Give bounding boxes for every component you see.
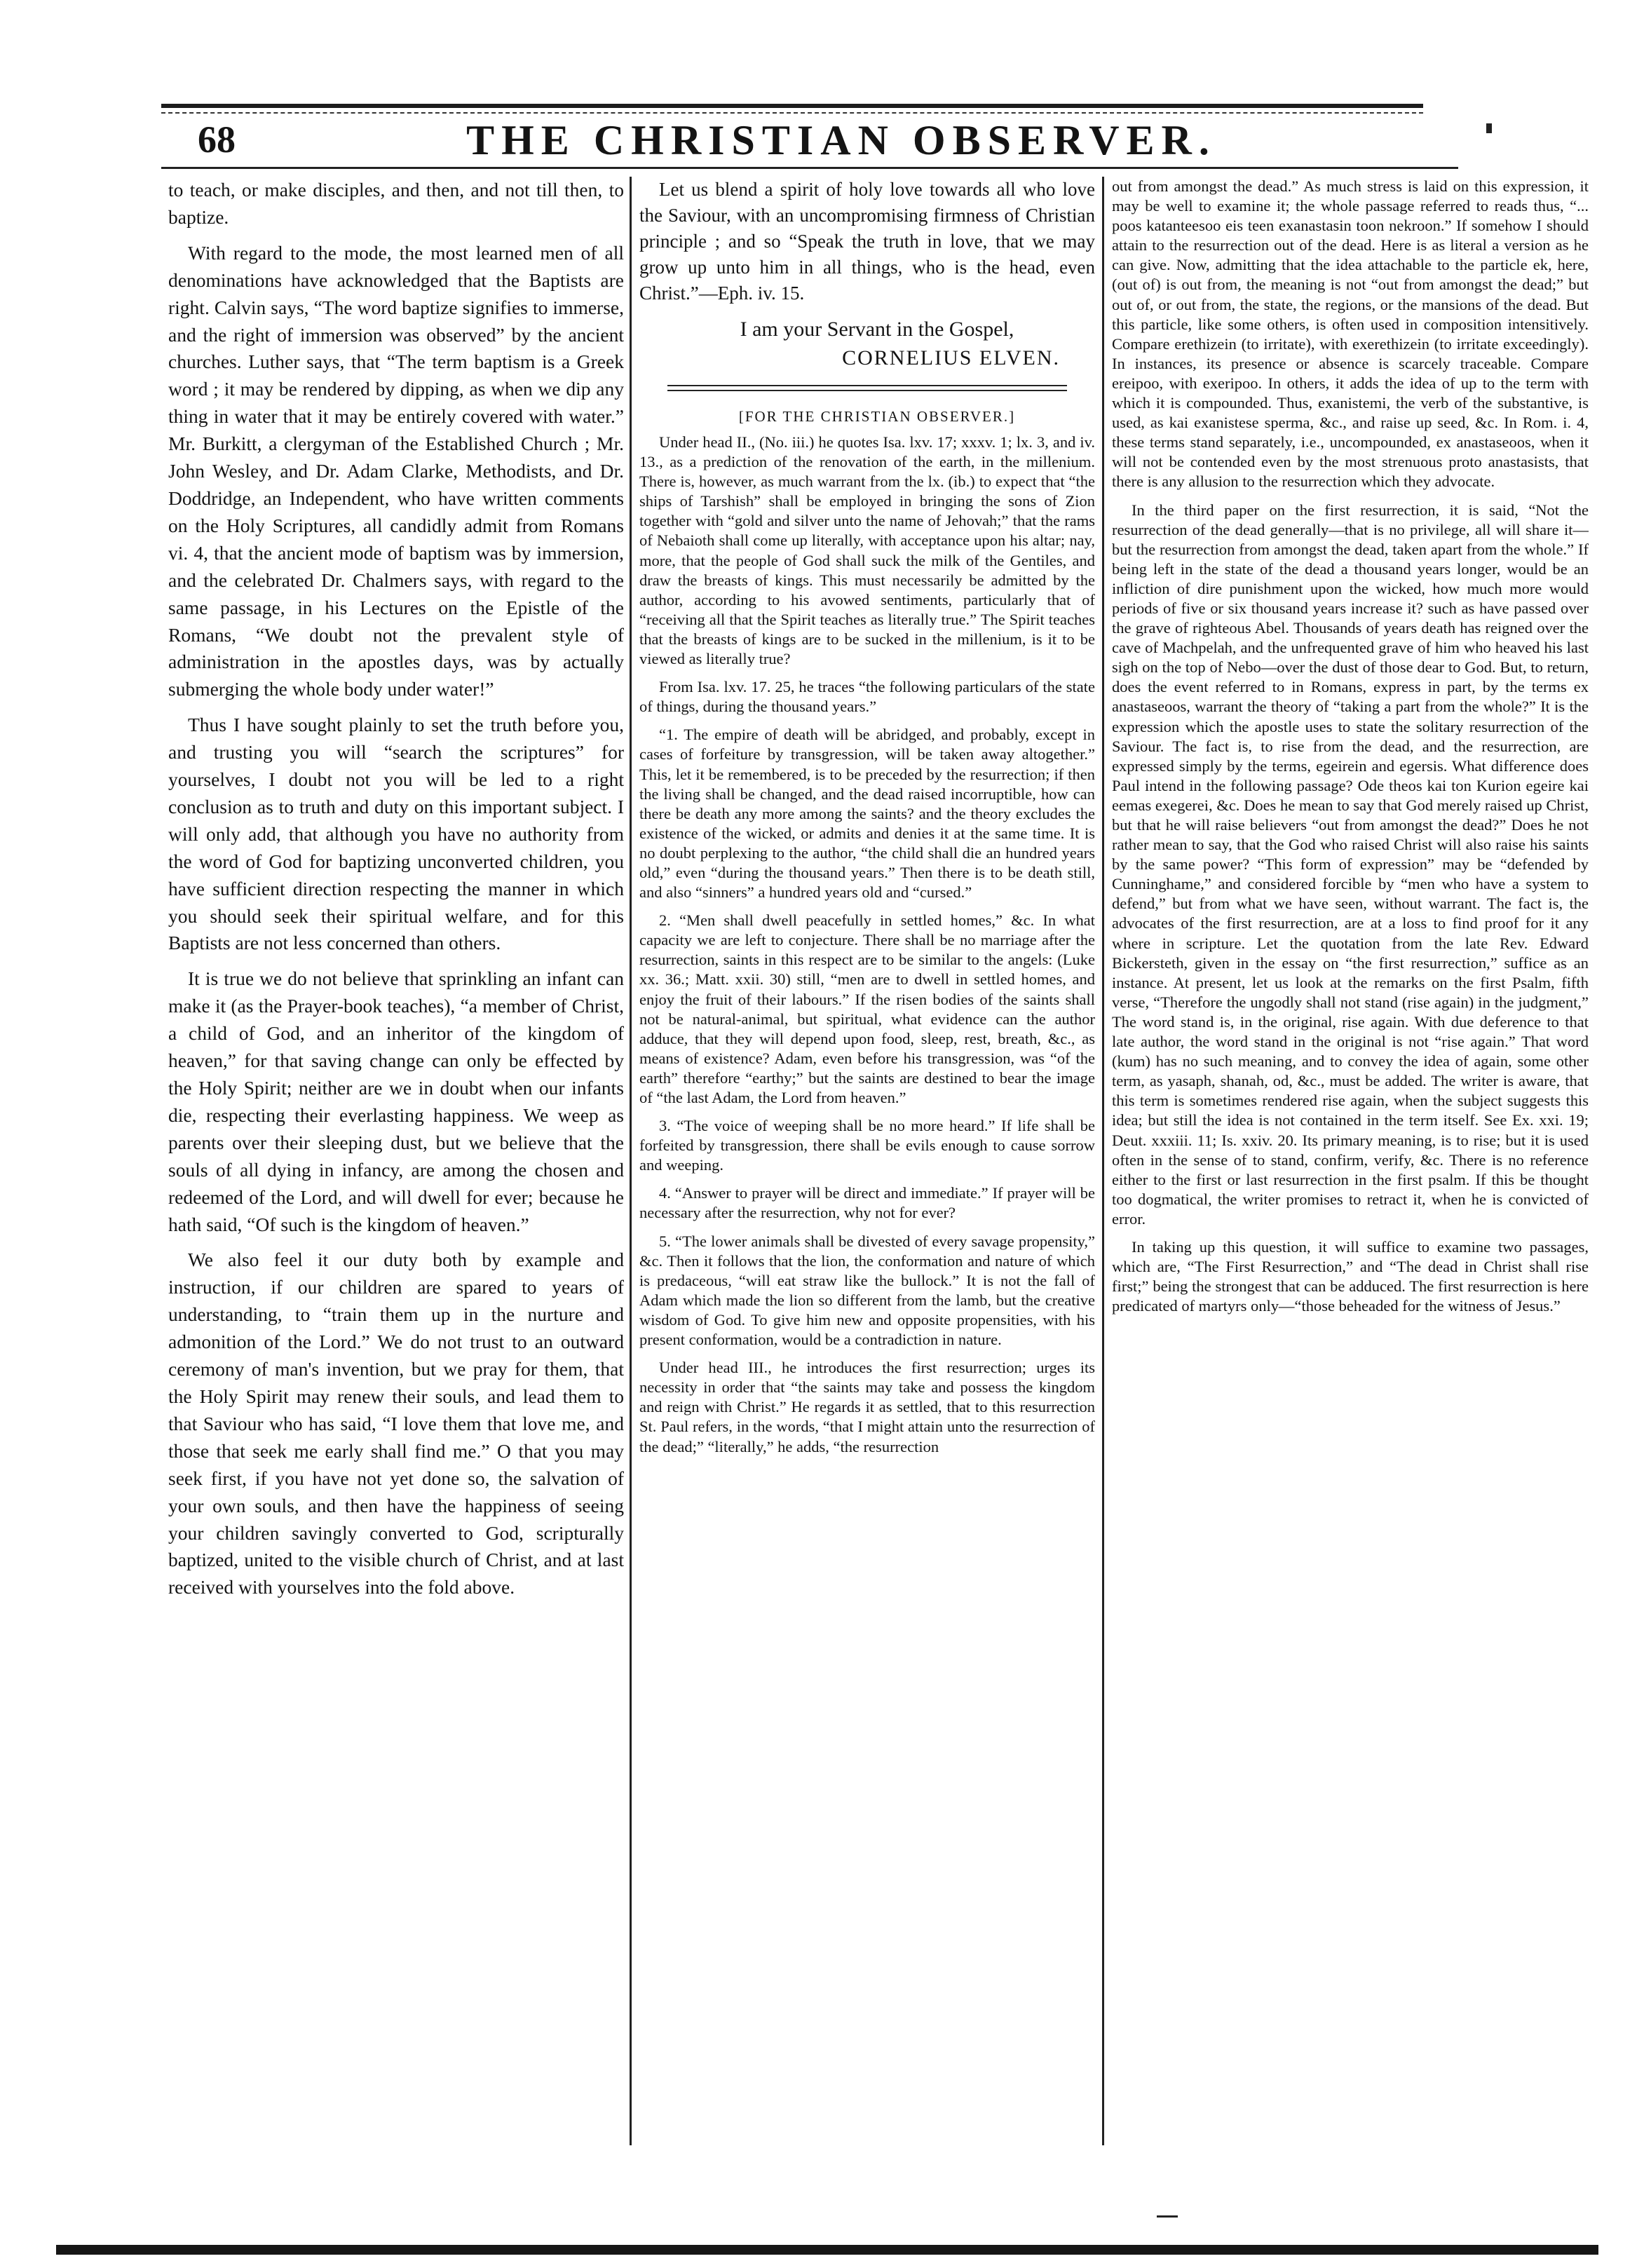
paragraph: Under head III., he introduces the first resurrection; urges its necessity in order that “the saints may take and possess the kingdom and reign with Christ.” He regards it as settled, that to this resurrection St. Paul refers, in the words, “that I might attain unto the resurrection of the dead;” “literally,” he adds, “the resurrection: [639, 1359, 1095, 1455]
column-1: [168, 177, 624, 2152]
column-rule: [630, 177, 632, 2145]
footer-mark: [1157, 2215, 1178, 2218]
top-rule: [161, 104, 1423, 108]
top-rule-dashed: [161, 112, 1423, 114]
page-number: 68: [198, 118, 236, 161]
paragraph: In the third paper on the first resurrection, it is said, “Not the resurrection of the dead generally—that is no privilege, all will share it—but the resurrection from amongst the dead, taken apart from the whole.” If being left in the state of the dead a thousand years longer, would be an infliction of dire punishment upon the wicked, how much more would periods of five or six thousand years increase it? such as have passed over the grave of righteous Abel. Thousands of years death has reigned over the cave of Machpelah, and the unfrequented grave of him who heaved his last sigh on the top of Nebo—over the dust of those dear to God. But, to return, does the event referred to in Romans, express in part, by the terms ex anastaseoos, warrant the theory of “taking a part from the whole?” It is the expression which the apostle uses to state the solitary resurrection of the Saviour. The fact is, to rise from the dead, and the resurrection, are expressed simply by the terms, egeirein and egersis. What difference does Paul intend in the following passage? Ode theos kai ton Kurion egeire kai eemas exegerei, &c. Does he mean to say that God merely raised up Christ, but that he will raise believers “out from amongst the dead?” Does he not rather mean to say, that the God who raised Christ will also raise his saints by the same power? “This form of expression” may be “defended by Cunninghame,” and considered forcible by “men who have a system to defend,” but from what we have seen, without warrant. The fact is, the advocates of the first resurrection, are at a loss to find proof for it any where in scripture. Let the quotation from the late Rev. Edward Bickersteth, given in the essay on “the first resurrection,” suffice as an instance. At present, let us look at the remarks on the first Psalm, fifth verse, “Therefore the ungodly shall not stand (rise again) in the judgment,” The word stand is, in the original, rise again. With due deference to that late author, the word stand in the original is not “rise again.” That word (kum) has no such meaning, and to convey the idea of again, some other term, as yasaph, shanah, od, &c., must be added. The writer is aware, that this term is sometimes rendered rise again, when the subject suggests this idea; but still the idea is not contained in the term itself. See Ex. xxi. 19; Deut. xxxiii. 11; Is. xxiv. 20. Its primary meaning, is to rise; but it is used often in the sense of to stand, confirm, verify, &c. There is no reference either to the first or last resurrection in the first psalm. If this be thought too dogmatical, the writer promises to retract it, when he is convicted of error.: [1112, 501, 1589, 1228]
paragraph: 2. “Men shall dwell peacefully in settled homes,” &c. In what capacity we are left to conjecture. There shall be no marriage after the resurrection, saints in this respect are to be similar to the angels: (Luke xx. 36.; Matt. xxii. 30) still, “men are to dwell in settled homes, and enjoy the fruit of their labours.” If the risen bodies of the saints shall not be natural-animal, but spiritual, what evidence can the author adduce, that they will depend upon food, sleep, rest, breath, &c., as means of existence? Adam, even before his transgression, was “of the earth” therefore “earthy;” but the saints are destined to bear the image of “the last Adam, the Lord from heaven.”: [639, 911, 1095, 1106]
section-separator: [667, 385, 1067, 391]
bottom-edge-bar: [56, 2245, 1598, 2255]
header-rule: [161, 167, 1458, 169]
letter-closing-paragraph: Let us blend a spirit of holy love towards all who love the Saviour, with an uncompromising firmness of Christian principle ; and so “Speak the truth in love, that we may grow up unto him in all things, who is the head, even Christ.”—Eph. iv. 15.: [639, 179, 1095, 304]
signoff: I am your Servant in the Gospel,: [740, 318, 1014, 341]
paragraph: In taking up this question, it will suffice to examine two passages, which are, “The First Resurrection,” and “The dead in Christ shall rise first;” being the strongest that can be adduced. The first resurrection is here predicated of martyrs only—“those beheaded for the witness of Jesus.”: [1112, 1237, 1589, 1315]
paragraph: to teach, or make disciples, and then, and not till then, to baptize.: [168, 179, 624, 228]
header-mark: [1486, 123, 1492, 133]
paragraph: From Isa. lxv. 17. 25, he traces “the following particulars of the state of things, during the thousand years.”: [639, 678, 1095, 716]
column-3: [1112, 177, 1589, 2152]
article-kicker: [FOR THE CHRISTIAN OBSERVER.]: [738, 408, 1016, 425]
column-rule: [1102, 177, 1104, 2145]
paragraph: out from amongst the dead.” As much stress is laid on this expression, it may be well to examine it; the whole passage referred to reads thus, “... poos katanteesoo eis teen exanastasin toon nekroon.” If somehow I should attain to the resurrection out of the dead. Here is as literal a version as he can give. Now, admitting that the idea attachable to the particle ek, here, (out of) is out from, the meaning is not “out from amongst the dead;” but out of, or out from, the state, the regions, or the mansions of the dead. But this particle, like some others, is often used in composition intensitively. Compare erethizein (to irritate), with exerethizein (to irritate exceedingly). In instances, its presence or absence is scarcely traceable. Compare ereipoo, with exeripoo. In others, it adds the idea of up to the term with which it is compounded. Thus, exanistemi, the verb of the substantive, is used, as kai exanistese sperma, &c., and raise up seed, &c. In Rom. i. 4, these terms stand separately, i.e., uncompounded, ex anastaseoos, when it will not be contended even by the most strenuous proto anastasists, that there is any allusion to the resurrection which they advocate.: [1112, 177, 1589, 491]
paragraph: 3. “The voice of weeping shall be no more heard.” If life shall be forfeited by transgression, there shall be evils enough to cause sorrow and weeping.: [639, 1117, 1095, 1174]
signature: CORNELIUS ELVEN.: [842, 346, 1060, 369]
paragraph: With regard to the mode, the most learned men of all denominations have acknowledged that the Baptists are right. Calvin says, “The word baptize signifies to immerse, and the right of immersion was observed” by the ancient churches. Luther says, that “The term baptism is a Greek word ; it may be rendered by dipping, as when we dip any thing in water that it may be entirely covered with water.” Mr. Burkitt, a clergyman of the Established Church ; Mr. John Wesley, and Dr. Adam Clarke, Methodists, and Dr. Doddridge, an Independent, who have written comments on the Holy Scriptures, all candidly admit from Romans vi. 4, that the ancient mode of baptism was by immersion, and the celebrated Dr. Chalmers says, with regard to the same passage, in his Lectures on the Epistle of the Romans, “We doubt not the prevalent style of administration in the apostles days, was by actually submerging the whole body under water!”: [168, 241, 624, 700]
paragraph: 4. “Answer to prayer will be direct and immediate.” If prayer will be necessary after the resurrection, why not for ever?: [639, 1184, 1095, 1222]
paragraph: We also feel it our duty both by example and instruction, if our children are spared to years of understanding, to “train them up in the nurture and admonition of the Lord.” We do not trust to an outward ceremony of man's invention, but we pray for them, that the Holy Spirit may renew their souls, and lead them to that Saviour who has said, “I love them that love me, and those that seek me early shall find me.” O that you may seek first, if you have not yet done so, the salvation of your own souls, and then have the happiness of seeing your children savingly converted to God, scripturally baptized, united to the visible church of Christ, and at last received with yourselves into the fold above.: [168, 1249, 624, 1598]
paragraph: It is true we do not believe that sprinkling an infant can make it (as the Prayer-book teaches), “a member of Christ, a child of God, and an inheritor of the kingdom of heaven,” for that saving change can only be effected by the Holy Spirit; neither are we in doubt when our infants die, respecting their everlasting happiness. We weep as parents over their sleeping dust, but we believe that the souls of all dying in infancy, are among the chosen and redeemed of the Lord, and will dwell for ever; because he hath said, “Of such is the kingdom of heaven.”: [168, 967, 624, 1235]
running-head: THE CHRISTIAN OBSERVER.: [466, 117, 1216, 163]
paragraph: Under head II., (No. iii.) he quotes Isa. lxv. 17; xxxv. 1; lx. 3, and iv. 13., as a prediction of the renovation of the earth, in the millenium. There is, however, as much warrant from the lx. (ib.) to expect that “the ships of Tarshish” shall be employed in bringing the sons of Zion together with “gold and silver unto the name of Jehovah;” that the rams of Nebaioth shall come up literally, with acceptance upon his altar; nay, more, that the people of God shall suck the milk of the Gentiles, and draw the breasts of kings. This must necessarily be admitted by the author, according to his avowed sentiments, particularly that of “receiving all that the Spirit teaches as literally true.” The Spirit teaches that the breasts of kings are to be sucked in the millenium, is it to be viewed as literally true?: [639, 433, 1095, 668]
paragraph: “1. The empire of death will be abridged, and probably, except in cases of forfeiture by transgression, will be taken away altogether.” This, let it be remembered, is to be preceded by the resurrection; if then the living shall be changed, and the dead raised incorruptible, how can there be death any more among the saints? and the theory excludes the existence of the wicked, or admits and denies it at the same time. It is no doubt perplexing to the author, “the child shall die an hundred years old,” even “during the thousand years.” Then there is to be death still, and also “sinners” a hundred years old and “cursed.”: [639, 726, 1095, 902]
column-2: [639, 177, 1095, 2152]
paragraph: Thus I have sought plainly to set the truth before you, and trusting you will “search the scriptures” for yourselves, I doubt not you will be led to a right conclusion as to truth and duty on this important subject. I will only add, that although you have no authority from the word of God for baptizing unconverted children, you have sufficient direction respecting the manner in which you should seek their spiritual welfare, and for this Baptists are not less concerned than others.: [168, 714, 624, 954]
paragraph: 5. “The lower animals shall be divested of every savage propensity,” &c. Then it follows that the lion, the conformation and nature of which is predaceous, “will eat straw like the bullock.” It is not the fall of Adam which made the lion so different from the lamb, but the creative wisdom of God. To give him new and opposite propensities, with his present conformation, would be a contradiction in nature.: [639, 1232, 1095, 1349]
